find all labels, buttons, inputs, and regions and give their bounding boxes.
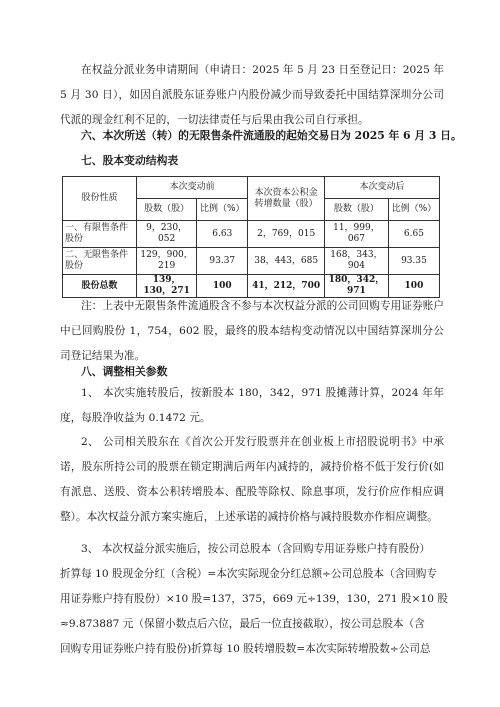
section6-heading: 六、本次所送（转）的无限售条件流通股的起始交易日为 2025 年 6 月 3 日。: [81, 129, 462, 142]
cell-capital: 41，212，700: [248, 275, 325, 298]
section7-heading: 七、股本变动结构表: [81, 154, 179, 167]
item-2-commitment: 2、 公司相关股东在《首次公开发行股票并在创业板上市招股说明书》中承诺，股东所持公司的股票在锁定期满后两年内减持的，减持价格不低于发行价(如有派息、送股、资本公积转增股本、配股等除权、除息事项，发行价应作相应调整）。本次权益分派方案实施后，上述承诺的减持价格与减持股数亦作相应调整。: [60, 436, 444, 523]
subheader-shares-before: 股数（股）: [136, 199, 196, 221]
table-row: [63, 221, 440, 248]
item-1-eps: 1、 本次实施转股后，按新股本 180，342，971 股摊薄计算，2024 年年度，每股净收益为 0.1472 元。: [60, 387, 444, 424]
cell-after-shares: 168，343，904: [324, 248, 388, 275]
cell-before-ratio: 100: [197, 275, 248, 298]
row-label: 一、有限售条件股份: [63, 221, 137, 248]
cell-after-shares: 180，342，971: [324, 275, 388, 298]
cell-after-ratio: 93.35: [388, 248, 439, 275]
header-after-change: 本次变动后: [324, 177, 439, 199]
row-label: 股份总数: [63, 275, 137, 298]
table-note: 注：上表中无限售条件流通股含不参与本次权益分派的公司回购专用证券账户中已回购股份 1，754，602 股，最终的股本结构变动情况以中国结算深圳分公司登记结果为准。: [60, 300, 444, 362]
item-3-line: ≈9.873887 元（保留小数点后六位，最后一位直接截取），按公司总股本（含: [60, 618, 425, 630]
cell-before-shares: 139，130，271: [136, 275, 196, 298]
paragraph-registration-period: 在权益分派业务申请期间（申请日：2025 年 5 月 23 日至登记日：2025 年 5 月 30 日），如因自派股东证券账户内股份减少而导致委托中国结算深圳分公司代派的现金红利不足的，一切法律责任与后果由我公司自行承担。: [60, 64, 444, 126]
section8-heading: 八、调整相关参数: [81, 365, 168, 378]
item-3-line: 回购专用证券账户持有股份)折算每 10 股转增股数=本次实际转增股数÷公司总: [60, 643, 431, 655]
share-structure-table: [62, 176, 440, 298]
row-label: 二、无限售条件股份: [63, 248, 137, 275]
header-share-nature: 股份性质: [63, 177, 137, 221]
cell-capital: 2，769，015: [248, 221, 325, 248]
cell-before-shares: 129，900，219: [136, 248, 196, 275]
cell-after-ratio: 6.65: [388, 221, 439, 248]
item-3-line: 3、 本次权益分派实施后，按公司总股本（含回购专用证券账户持有股份）: [81, 543, 431, 555]
table-row: [63, 248, 440, 275]
cell-before-ratio: 6.63: [197, 221, 248, 248]
header-capital-reserve-conversion: 本次资本公积金转增数量（股）: [248, 177, 325, 221]
cell-before-shares: 9，230，052: [136, 221, 196, 248]
cell-before-ratio: 93.37: [197, 248, 248, 275]
cell-after-shares: 11，999，067: [324, 221, 388, 248]
item-3-line: 用证券账户持有股份）×10 股=137，375，669 元÷139，130，271 股×10 股: [60, 593, 448, 605]
subheader-ratio-after: 比例（%）: [388, 199, 439, 221]
item-3-line: 折算每 10 股现金分红（含税）=本次实际现金分红总额÷公司总股本（含回购专: [60, 568, 437, 580]
cell-capital: 38，443，685: [248, 248, 325, 275]
cell-after-ratio: 100: [388, 275, 439, 298]
subheader-shares-after: 股数（股）: [324, 199, 388, 221]
subheader-ratio-before: 比例（%）: [197, 199, 248, 221]
header-before-change: 本次变动前: [136, 177, 247, 199]
